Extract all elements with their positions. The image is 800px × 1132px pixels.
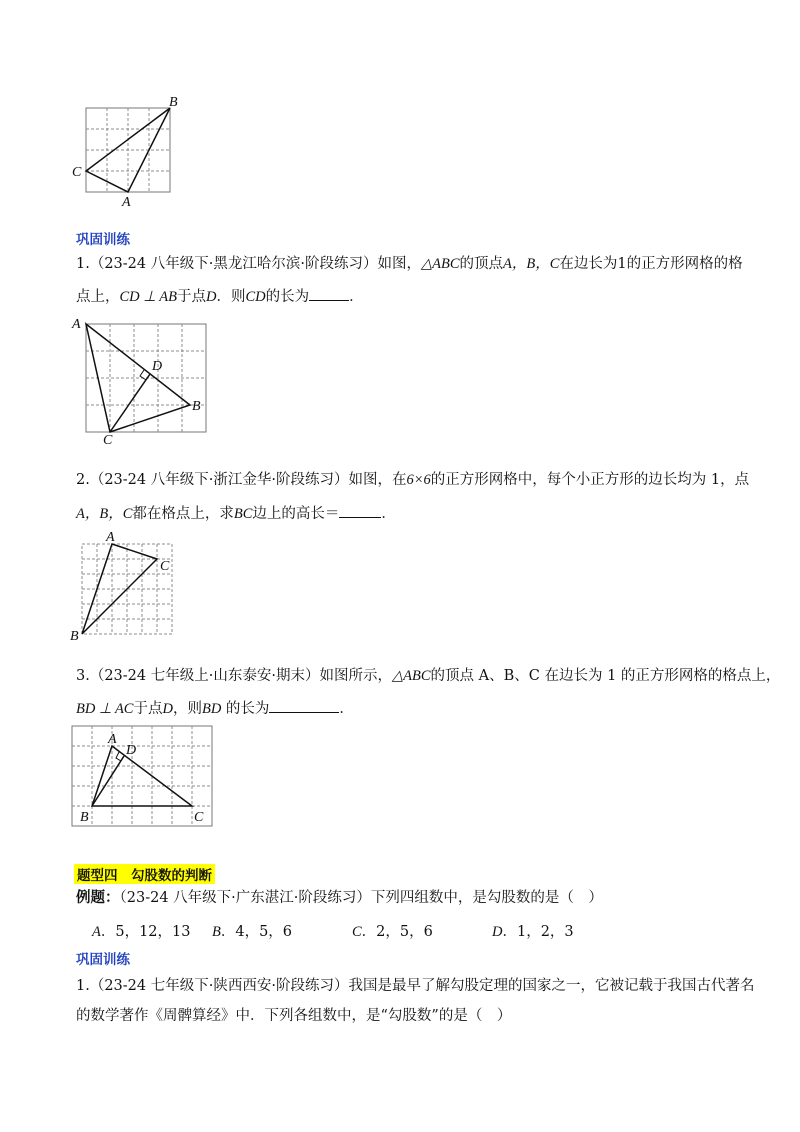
label-b: B bbox=[169, 95, 178, 110]
option-b[interactable]: B．4，5，6 bbox=[212, 924, 293, 940]
s2-q1-line1: 1.（23-24 七年级下·陕西西安·阶段练习）我国是最早了解勾股定理的国家之一，它被记载于我国古代著名 bbox=[76, 978, 755, 994]
q2-line1: 2.（23-24 八年级下·浙江金华·阶段练习）如图，在6×6的正方形网格中，每个小正方形的边长均为 1，点 bbox=[76, 472, 750, 488]
label-b: B bbox=[70, 629, 79, 644]
label-d: D bbox=[126, 743, 137, 758]
example-question: 例题：（23-24 八年级下·广东湛江·阶段练习）下列四组数中，是勾股数的是（ ） bbox=[76, 889, 603, 906]
option-a[interactable]: A．5，12，13 bbox=[92, 924, 191, 940]
label-b: B bbox=[192, 399, 201, 414]
section-heading-consolidation-1: 巩固训练 bbox=[76, 232, 130, 248]
label-c: C bbox=[72, 165, 82, 180]
label-a: A bbox=[72, 317, 81, 332]
label-d: D bbox=[152, 359, 163, 374]
label-c: C bbox=[194, 810, 204, 825]
q3-answer-blank[interactable] bbox=[269, 697, 339, 713]
option-d[interactable]: D．1，2，3 bbox=[492, 924, 574, 940]
q2-answer-blank[interactable] bbox=[339, 502, 381, 518]
label-a: A bbox=[106, 530, 115, 545]
figure-triangle-top bbox=[70, 92, 190, 212]
q1-line2: 点上，CD ⊥ AB于点D．则CD的长为 ． bbox=[76, 285, 364, 307]
q3-line2: BD ⊥ AC于点D，则BD 的长为 ． bbox=[76, 697, 354, 719]
q2-line2: A，B，C都在格点上，求BC边上的高长＝ ． bbox=[76, 502, 396, 524]
label-b: B bbox=[80, 810, 89, 825]
s2-q1-line2: 的数学著作《周髀算经》中．下列各组数中，是“勾股数”的是（ ） bbox=[76, 1008, 512, 1024]
label-a: A bbox=[108, 732, 117, 747]
figure-q1 bbox=[68, 312, 218, 447]
label-c: C bbox=[103, 433, 113, 448]
question-type-banner: 题型四 勾股数的判断 bbox=[74, 864, 215, 884]
q3-line1: 3.（23-24 七年级上·山东泰安·期末）如图所示，△ABC的顶点 A、B、C 在边长为 1 的正方形网格的格点上， bbox=[76, 668, 781, 684]
figure-q3 bbox=[68, 722, 218, 832]
label-a: A bbox=[122, 195, 131, 210]
section-heading-consolidation-2: 巩固训练 bbox=[76, 952, 130, 968]
label-c: C bbox=[160, 559, 170, 574]
option-c[interactable]: C．2，5，6 bbox=[352, 924, 433, 940]
q1-answer-blank[interactable] bbox=[309, 285, 349, 301]
figure-q2 bbox=[68, 528, 188, 643]
q1-line1: 1.（23-24 八年级下·黑龙江哈尔滨·阶段练习）如图，△ABC的顶点A，B，C在边长为1的正方形网格的格 bbox=[76, 256, 743, 272]
